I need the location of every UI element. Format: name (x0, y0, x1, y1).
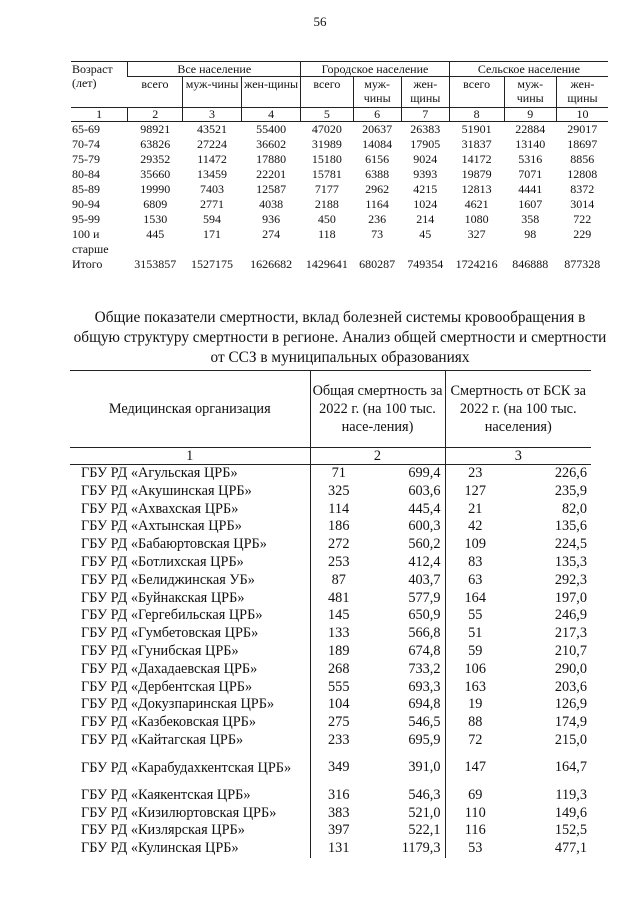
table-cell: 19990 (140, 182, 171, 196)
total-deaths: 104 (310, 696, 367, 714)
organization-name: ГБУ РД «Кайтагская ЦРБ» (81, 731, 244, 748)
organization-name: ГБУ РД «Кулинская ЦРБ» (81, 840, 239, 857)
organization-name: ГБУ РД «Кизилюртовская ЦРБ» (81, 804, 277, 821)
total-rate: 566,8 (408, 625, 441, 642)
organization-name: ГБУ РД «Дахадаевская ЦРБ» (81, 660, 258, 677)
table-cell: 17905 (410, 137, 441, 151)
table-cell: 749354 (407, 257, 444, 271)
table-row (71, 122, 608, 138)
cvd-deaths: 83 (445, 554, 505, 572)
cvd-rate: 292,3 (554, 571, 588, 588)
total-rate: 560,2 (408, 536, 441, 553)
page-number: 56 (313, 14, 327, 29)
cvd-rate: 164,7 (554, 759, 588, 776)
cvd-deaths: 23 (445, 465, 505, 483)
cvd-deaths: 163 (445, 679, 505, 697)
age-label: 85-89 (72, 182, 100, 196)
organization-name: ГБУ РД «Докузпаринская ЦРБ» (81, 696, 275, 713)
group-header-all: Все население (128, 62, 301, 77)
table-row (71, 227, 608, 257)
total-deaths: 87 (310, 572, 367, 590)
table-cell: 12813 (461, 182, 492, 196)
table-cell: 722 (573, 212, 592, 226)
table-cell: 8372 (570, 182, 595, 196)
total-deaths: 316 (310, 787, 367, 805)
cvd-deaths: 72 (445, 732, 505, 750)
cvd-deaths: 164 (445, 590, 505, 608)
table-cell: 1429641 (305, 257, 348, 271)
table-cell: 9393 (413, 167, 438, 181)
table-cell: 29352 (140, 152, 171, 166)
cvd-mortality-header: Смертность от БСК за 2022 г. (на 100 тыс. населения) (445, 371, 591, 448)
cvd-rate: 226,6 (554, 465, 588, 481)
sub-header: муж-чины (183, 77, 242, 108)
column-number: 4 (242, 108, 301, 122)
sub-header: всего (449, 77, 504, 108)
cvd-rate: 217,3 (554, 625, 588, 642)
total-deaths: 325 (310, 483, 367, 501)
table-row (71, 152, 608, 167)
cvd-rate: 135,6 (554, 518, 588, 535)
cvd-rate: 235,9 (554, 482, 588, 499)
total-deaths: 383 (310, 805, 367, 823)
table-row (70, 787, 591, 805)
cvd-deaths: 147 (445, 750, 505, 787)
table-cell: 7071 (518, 167, 543, 181)
sub-header: муж-чины (504, 77, 556, 108)
cvd-rate: 203,6 (554, 678, 588, 695)
table-cell: 12808 (567, 167, 598, 181)
organization-name: ГБУ РД «Кизлярская ЦРБ» (81, 822, 245, 839)
table-cell: 55400 (256, 122, 287, 136)
cvd-rate: 174,9 (554, 714, 588, 731)
total-rate: 403,7 (408, 571, 441, 588)
table-row (70, 805, 591, 823)
total-deaths: 272 (310, 536, 367, 554)
cvd-rate: 119,3 (555, 786, 588, 803)
organization-name: ГБУ РД «Ахтынская ЦРБ» (81, 518, 242, 535)
column-number: 1 (70, 448, 310, 465)
cvd-rate: 224,5 (554, 536, 588, 553)
total-deaths: 186 (310, 518, 367, 536)
table-cell: 15180 (311, 152, 342, 166)
table-cell: 13140 (515, 137, 546, 151)
table-cell: 22884 (515, 122, 546, 136)
table-cell: 6156 (365, 152, 390, 166)
cvd-deaths: 51 (445, 625, 505, 643)
table-row (70, 465, 591, 483)
table-cell: 1080 (464, 212, 489, 226)
total-deaths: 114 (310, 501, 367, 519)
sub-header: жен-щины (556, 77, 608, 108)
table-cell: 4441 (518, 182, 543, 196)
table-cell: 11472 (197, 152, 227, 166)
cvd-deaths: 59 (445, 643, 505, 661)
table-cell: 358 (521, 212, 540, 226)
mortality-table (70, 370, 591, 858)
total-rate: 546,3 (408, 786, 441, 803)
table-cell: 20637 (362, 122, 393, 136)
table-cell: 7177 (314, 182, 339, 196)
total-deaths: 349 (310, 750, 367, 787)
column-number: 2 (310, 448, 445, 465)
table-cell: 877328 (564, 257, 601, 271)
total-deaths: 145 (310, 607, 367, 625)
table-cell: 45 (419, 227, 432, 241)
organization-name: ГБУ РД «Буйнакская ЦРБ» (81, 589, 245, 606)
table-cell: 594 (203, 212, 222, 226)
table-cell: 98 (524, 227, 537, 241)
table-row (70, 607, 591, 625)
table-cell: 19879 (461, 167, 492, 181)
table-cell: 2188 (314, 197, 339, 211)
table-cell: 445 (146, 227, 165, 241)
table-cell: 1527175 (191, 257, 234, 271)
sub-header: жен-щины (242, 77, 301, 108)
age-label: 100 и старше (72, 227, 109, 256)
organization-name: ГБУ РД «Ахвахская ЦРБ» (81, 500, 239, 517)
table-cell: 1724216 (455, 257, 498, 271)
total-rate: 694,8 (408, 696, 441, 713)
table-row (70, 661, 591, 679)
total-rate: 391,0 (408, 759, 441, 776)
total-rate: 699,4 (408, 465, 441, 481)
age-label: 90-94 (72, 197, 100, 211)
population-age-table (71, 61, 608, 272)
cvd-rate: 126,9 (554, 696, 588, 713)
table-cell: 1024 (413, 197, 438, 211)
table-cell: 236 (368, 212, 387, 226)
table-cell: 214 (416, 212, 435, 226)
table-cell: 327 (467, 227, 486, 241)
cvd-deaths: 127 (445, 483, 505, 501)
table-cell: 27224 (197, 137, 228, 151)
total-deaths: 189 (310, 643, 367, 661)
total-deaths: 133 (310, 625, 367, 643)
organization-name: ГБУ РД «Карабудахкентская ЦРБ» (81, 760, 292, 777)
column-number: 10 (556, 108, 608, 122)
cvd-deaths: 88 (445, 714, 505, 732)
table-cell: 22201 (256, 167, 287, 181)
table-row (70, 483, 591, 501)
column-number: 3 (183, 108, 242, 122)
column-number: 9 (504, 108, 556, 122)
total-deaths: 253 (310, 554, 367, 572)
table-row (70, 840, 591, 858)
organization-name: ГБУ РД «Гумбетовская ЦРБ» (81, 625, 259, 642)
table-row (70, 554, 591, 572)
cvd-rate: 477,1 (554, 840, 588, 857)
column-number: 8 (449, 108, 504, 122)
table-row (71, 167, 608, 182)
table-cell: 6809 (143, 197, 168, 211)
table-cell: 31837 (461, 137, 492, 151)
cvd-rate: 215,0 (554, 731, 588, 748)
total-rate: 522,1 (408, 822, 441, 839)
table-cell: 4215 (413, 182, 438, 196)
table-cell: 51901 (461, 122, 492, 136)
table-row (71, 212, 608, 227)
column-number: 5 (301, 108, 353, 122)
total-mortality-header: Общая смертность за 2022 г. (на 100 тыс. насе-ления) (310, 371, 445, 448)
total-rate: 695,9 (408, 731, 441, 748)
cvd-deaths: 110 (445, 805, 505, 823)
total-rate: 1179,3 (401, 840, 441, 857)
table-cell: 5316 (518, 152, 543, 166)
sub-header: всего (141, 77, 169, 91)
table-row (70, 750, 591, 787)
column-number: 7 (401, 108, 449, 122)
column-number: 1 (71, 108, 128, 122)
table-cell: 1164 (365, 197, 389, 211)
total-rate: 412,4 (408, 553, 441, 570)
cvd-rate: 152,5 (554, 822, 588, 839)
table-row (70, 590, 591, 608)
table-cell: 14172 (461, 152, 492, 166)
table-cell: 1626682 (250, 257, 293, 271)
age-label: 75-79 (72, 152, 100, 166)
table-row (70, 501, 591, 519)
organization-name: ГБУ РД «Гунибская ЦРБ» (81, 642, 239, 659)
cvd-rate: 290,0 (554, 660, 588, 677)
table-row (70, 696, 591, 714)
table-cell: 846888 (512, 257, 549, 271)
total-rate: 445,4 (408, 500, 441, 517)
age-label: 65-69 (72, 122, 100, 136)
section-heading: Общие показатели смертности, вклад болезней системы кровообращения в общую структуру смертности в регионе. Анализ общей смертности и смертности от ССЗ в муниципальных образованиях (73, 309, 607, 366)
total-rate: 600,3 (408, 518, 441, 535)
cvd-rate: 210,7 (554, 642, 588, 659)
table-cell: 13459 (197, 167, 228, 181)
cvd-rate: 135,3 (554, 553, 588, 570)
column-number: 3 (445, 448, 591, 465)
organization-name: ГБУ РД «Каякентская ЦРБ» (81, 786, 251, 803)
table-cell: 8856 (570, 152, 595, 166)
group-header-urban: Городское население (301, 62, 450, 77)
organization-name: ГБУ РД «Ботлихская ЦРБ» (81, 553, 244, 570)
table-cell: 26383 (410, 122, 441, 136)
cvd-deaths: 63 (445, 572, 505, 590)
table-row (70, 643, 591, 661)
total-deaths: 555 (310, 679, 367, 697)
table-row (70, 732, 591, 750)
cvd-deaths: 69 (445, 787, 505, 805)
table-row (70, 536, 591, 554)
total-rate: 733,2 (408, 660, 441, 677)
organization-name: ГБУ РД «Агульская ЦРБ» (81, 465, 238, 481)
sub-header: жен-щины (401, 77, 449, 108)
table-cell: 680287 (359, 257, 396, 271)
total-rate: 603,6 (408, 482, 441, 499)
table-row (71, 137, 608, 152)
table-cell: 3014 (570, 197, 595, 211)
table-cell: 36602 (256, 137, 287, 151)
group-header-rural: Сельское население (449, 62, 608, 77)
organization-name: ГБУ РД «Акушинская ЦРБ» (81, 482, 252, 499)
table-row (70, 679, 591, 697)
table-row (71, 197, 608, 212)
total-rate: 674,8 (408, 642, 441, 659)
table-cell: 274 (262, 227, 281, 241)
table-cell: 1607 (518, 197, 543, 211)
table-cell: 2962 (365, 182, 390, 196)
table-cell: 63826 (140, 137, 171, 151)
organization-name: ГБУ РД «Гергебильская ЦРБ» (81, 607, 263, 624)
cvd-rate: 197,0 (554, 589, 588, 606)
total-deaths: 481 (310, 590, 367, 608)
organization-name: ГБУ РД «Белиджинская УБ» (81, 571, 255, 588)
cvd-rate: 82,0 (561, 500, 588, 517)
table-cell: 14084 (362, 137, 393, 151)
age-header: Возраст (лет) (71, 62, 128, 108)
table-cell: 43521 (197, 122, 228, 136)
cvd-deaths: 55 (445, 607, 505, 625)
table-cell: 1530 (143, 212, 168, 226)
cvd-deaths: 42 (445, 518, 505, 536)
total-deaths: 275 (310, 714, 367, 732)
column-number: 2 (128, 108, 183, 122)
age-label: Итого (72, 257, 103, 271)
total-rate: 650,9 (408, 607, 441, 624)
table-cell: 6388 (365, 167, 390, 181)
sub-header: муж-чины (353, 77, 401, 108)
cvd-deaths: 109 (445, 536, 505, 554)
cvd-rate: 246,9 (554, 607, 588, 624)
total-rate: 546,5 (408, 714, 441, 731)
total-deaths: 268 (310, 661, 367, 679)
total-deaths: 131 (310, 840, 367, 858)
table-cell: 171 (203, 227, 222, 241)
age-label: 70-74 (72, 137, 100, 151)
cvd-deaths: 116 (445, 822, 505, 840)
total-rate: 521,0 (408, 804, 441, 821)
table-cell: 3153857 (134, 257, 177, 271)
organization-name: ГБУ РД «Дербентская ЦРБ» (81, 678, 253, 695)
table-cell: 17880 (256, 152, 287, 166)
table-cell: 9024 (413, 152, 438, 166)
table-cell: 35660 (140, 167, 171, 181)
table-cell: 73 (371, 227, 384, 241)
organization-name: ГБУ РД «Бабаюртовская ЦРБ» (81, 536, 267, 553)
table-cell: 2771 (200, 197, 225, 211)
total-deaths: 233 (310, 732, 367, 750)
table-cell: 98921 (140, 122, 171, 136)
table-cell: 18697 (567, 137, 598, 151)
table-cell: 12587 (256, 182, 287, 196)
age-label: 80-84 (72, 167, 100, 181)
table-cell: 31989 (311, 137, 342, 151)
column-number: 6 (353, 108, 401, 122)
table-cell: 118 (318, 227, 336, 241)
total-deaths: 71 (310, 465, 367, 483)
table-row (70, 625, 591, 643)
table-row (71, 182, 608, 197)
total-rate: 577,9 (408, 589, 441, 606)
cvd-deaths: 19 (445, 696, 505, 714)
table-row (70, 572, 591, 590)
cvd-deaths: 53 (445, 840, 505, 858)
table-cell: 229 (573, 227, 592, 241)
total-deaths: 397 (310, 822, 367, 840)
table-cell: 7403 (200, 182, 225, 196)
table-cell: 4621 (464, 197, 489, 211)
table-row (71, 257, 608, 272)
table-cell: 936 (262, 212, 281, 226)
table-cell: 450 (317, 212, 336, 226)
cvd-rate: 149,6 (554, 804, 588, 821)
table-cell: 15781 (311, 167, 342, 181)
table-cell: 4038 (259, 197, 284, 211)
table-row (70, 518, 591, 536)
table-cell: 47020 (311, 122, 342, 136)
cvd-deaths: 106 (445, 661, 505, 679)
organization-name: ГБУ РД «Казбековская ЦРБ» (81, 714, 257, 731)
table-row (70, 714, 591, 732)
sub-header: всего (301, 77, 353, 108)
org-header: Медицинская организация (70, 371, 310, 448)
age-label: 95-99 (72, 212, 100, 226)
cvd-deaths: 21 (445, 501, 505, 519)
table-row (70, 822, 591, 840)
table-cell: 29017 (567, 122, 598, 136)
total-rate: 693,3 (408, 678, 441, 695)
